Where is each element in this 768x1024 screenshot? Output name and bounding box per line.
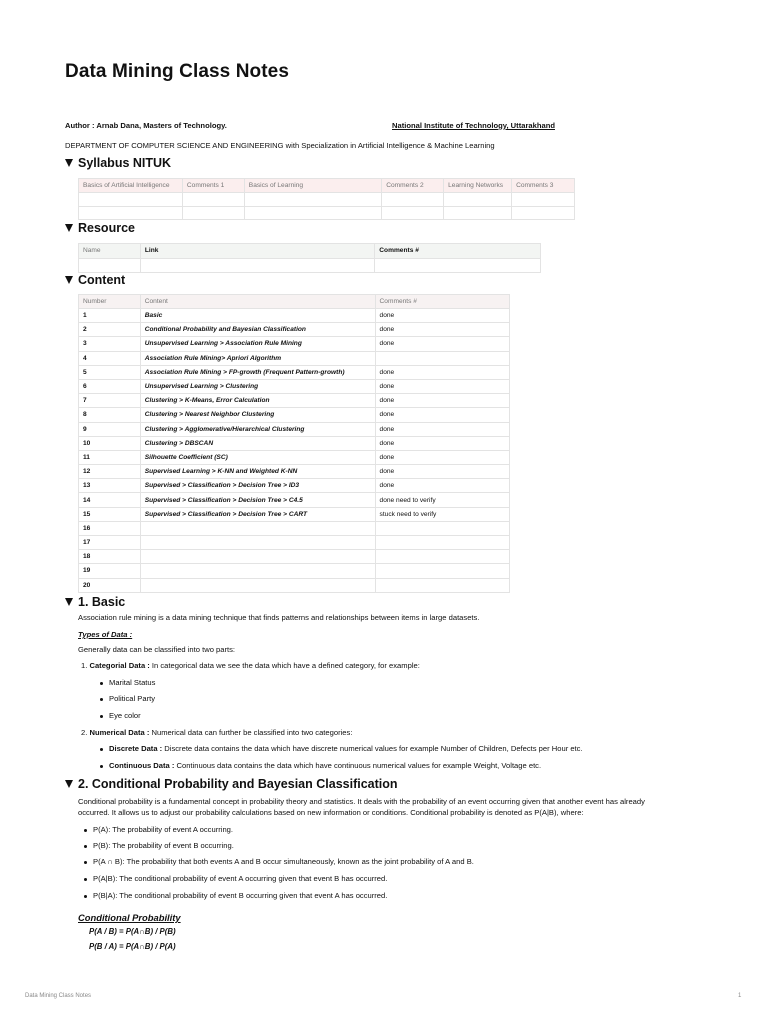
table-cell: done [375, 479, 509, 493]
types-of-data-label: Types of Data : [78, 630, 133, 639]
basic-intro: Association rule mining is a data mining technique that finds patterns and relationships between items in large datasets. [78, 613, 480, 622]
table-cell [375, 351, 509, 365]
table-header-cell: Comments 1 [182, 179, 244, 193]
list-item [84, 873, 387, 885]
list-item-text: P(A|B): The conditional probability of event A occurring given that event B has occurred. [93, 874, 388, 883]
resource-table [78, 243, 541, 273]
table-cell: done need to verify [375, 493, 509, 507]
table-row [79, 365, 510, 379]
list-number: 1. [81, 661, 88, 670]
table-cell: done [375, 337, 509, 351]
list-item [81, 660, 420, 672]
table-row [79, 309, 510, 323]
table-row [79, 507, 510, 521]
categorial-text: In categorical data we see the data which have a defined category, for example: [149, 661, 420, 670]
bullet-icon [100, 682, 103, 685]
table-row [79, 493, 510, 507]
table-header-cell: Name [79, 244, 141, 259]
content-toggle[interactable] [65, 273, 125, 287]
continuous-label: Continuous Data : [109, 761, 175, 770]
table-cell [375, 550, 509, 564]
categorial-label: Categorial Data : [89, 661, 150, 670]
cond-prob-toggle[interactable] [65, 777, 398, 791]
list-item-text: Marital Status [109, 678, 156, 687]
table-row [79, 379, 510, 393]
list-item [84, 890, 387, 902]
table-cell [140, 536, 375, 550]
table-cell: done [375, 394, 509, 408]
table-cell: Supervised > Classification > Decision Tree > ID3 [140, 479, 375, 493]
table-header-cell: Comments # [375, 295, 509, 309]
table-header-cell: Comments 2 [382, 179, 444, 193]
table-cell: 18 [79, 550, 141, 564]
table-cell: Silhouette Coefficient (SC) [140, 450, 375, 464]
table-cell: done [375, 450, 509, 464]
table-row [79, 323, 510, 337]
table-cell: 15 [79, 507, 141, 521]
author-line: Author : Arnab Dana, Masters of Technology. [65, 121, 227, 130]
collapse-triangle-icon[interactable] [65, 159, 73, 167]
table-cell: 8 [79, 408, 141, 422]
bullet-icon [84, 861, 87, 864]
table-cell: 4 [79, 351, 141, 365]
table-cell: 14 [79, 493, 141, 507]
table-cell: 13 [79, 479, 141, 493]
institute-link[interactable]: National Institute of Technology, Uttarakhand [392, 121, 555, 130]
table-row [79, 578, 510, 592]
table-row [79, 258, 541, 272]
table-cell: Association Rule Mining> Apriori Algorithm [140, 351, 375, 365]
table-cell: stuck need to verify [375, 507, 509, 521]
table-cell: 10 [79, 436, 141, 450]
table-cell: done [375, 408, 509, 422]
list-item-text: P(A): The probability of event A occurring. [93, 825, 233, 834]
footer-title: Data Mining Class Notes [25, 993, 92, 999]
table-cell: 11 [79, 450, 141, 464]
table-cell [375, 564, 509, 578]
table-cell: 17 [79, 536, 141, 550]
table-row [79, 337, 510, 351]
table-cell: Unsupervised Learning > Clustering [140, 379, 375, 393]
list-number: 2. [81, 728, 88, 737]
list-item [100, 710, 141, 722]
table-cell: Supervised > Classification > Decision Tree > C4.5 [140, 493, 375, 507]
bullet-icon [84, 829, 87, 832]
list-item-text: P(B): The probability of event B occurring. [93, 841, 234, 850]
bullet-icon [84, 895, 87, 898]
numerical-text: Numerical data can further be classified into two categories: [149, 728, 353, 737]
syllabus-table [78, 178, 575, 220]
bullet-icon [84, 845, 87, 848]
department-line: DEPARTMENT OF COMPUTER SCIENCE AND ENGINEERING with Specialization in Artificial Intelligence & Machine Learning [65, 141, 495, 150]
continuous-text: Continuous data contains the data which have continuous numerical values for example Weight, Voltage etc. [174, 761, 542, 770]
numerical-label: Numerical Data : [89, 728, 150, 737]
table-cell: 6 [79, 379, 141, 393]
table-row [79, 521, 510, 535]
table-row [79, 422, 510, 436]
list-item-text: P(B|A): The conditional probability of event B occurring given that event A has occurred. [93, 891, 388, 900]
table-header-cell: Comments # [375, 244, 541, 259]
table-cell: Unsupervised Learning > Association Rule Mining [140, 337, 375, 351]
table-cell [140, 550, 375, 564]
syllabus-heading: Syllabus NITUK [78, 156, 172, 170]
table-cell: 3 [79, 337, 141, 351]
list-item [81, 727, 352, 739]
table-header-row [79, 295, 510, 309]
list-item [84, 824, 233, 836]
list-item [100, 760, 541, 772]
table-cell: Clustering > DBSCAN [140, 436, 375, 450]
table-cell: Conditional Probability and Bayesian Classification [140, 323, 375, 337]
list-item-text: P(A ∩ B): The probability that both events A and B occur simultaneously, known as the joint probability of A and B. [93, 857, 474, 866]
discrete-text: Discrete data contains the data which have discrete numerical values for example Number of Children, Defects per Hour etc. [162, 744, 583, 753]
bullet-icon [84, 878, 87, 881]
table-cell: Association Rule Mining > FP-growth (Frequent Pattern-growth) [140, 365, 375, 379]
bullet-icon [100, 765, 103, 768]
table-cell: Basic [140, 309, 375, 323]
table-cell: 19 [79, 564, 141, 578]
bullet-icon [100, 698, 103, 701]
table-row [79, 450, 510, 464]
basic-heading: 1. Basic [78, 595, 126, 609]
table-cell: Clustering > K-Means, Error Calculation [140, 394, 375, 408]
table-cell: done [375, 379, 509, 393]
table-cell: done [375, 323, 509, 337]
table-header-cell: Comments 3 [512, 179, 575, 193]
page-number: 1 [738, 993, 742, 999]
table-cell: Clustering > Agglomerative/Hierarchical Clustering [140, 422, 375, 436]
bullet-icon [100, 715, 103, 718]
table-row [79, 351, 510, 365]
resource-heading: Resource [78, 221, 135, 235]
table-row [79, 536, 510, 550]
list-item [100, 743, 583, 755]
collapse-triangle-icon[interactable] [65, 276, 73, 284]
cond-prob-line-1: Conditional probability is a fundamental concept in probability theory and statistics. It deals with the probability of an event occurring given that another event has already [78, 797, 645, 806]
list-item-text: Political Party [109, 694, 156, 703]
table-row [79, 394, 510, 408]
table-cell: done [375, 365, 509, 379]
table-header-row [79, 244, 541, 259]
table-header-cell: Basics of Artificial Intelligence [79, 179, 183, 193]
list-item [84, 856, 474, 868]
table-cell: 16 [79, 521, 141, 535]
table-cell: 9 [79, 422, 141, 436]
classified-text: Generally data can be classified into two parts: [78, 645, 236, 654]
table-header-cell: Content [140, 295, 375, 309]
collapse-triangle-icon[interactable] [65, 224, 73, 232]
resource-toggle[interactable] [65, 221, 135, 235]
list-item-text: Eye color [109, 711, 141, 720]
table-cell: done [375, 309, 509, 323]
table-row [79, 408, 510, 422]
table-header-cell: Number [79, 295, 141, 309]
table-row [79, 436, 510, 450]
table-row [79, 550, 510, 564]
table-cell: 20 [79, 578, 141, 592]
table-cell [375, 578, 509, 592]
collapse-triangle-icon[interactable] [65, 598, 73, 606]
table-cell [140, 521, 375, 535]
page-title: Data Mining Class Notes [65, 61, 290, 82]
list-item [100, 677, 155, 689]
table-row [79, 479, 510, 493]
list-item [100, 693, 155, 705]
conditional-probability-label: Conditional Probability [78, 912, 181, 923]
bullet-icon [100, 748, 103, 751]
table-cell: Supervised > Classification > Decision Tree > CART [140, 507, 375, 521]
table-cell: 1 [79, 309, 141, 323]
formula-2: P(B / A) = P(A∩B) / P(A) [89, 942, 176, 951]
table-header-cell: Basics of Learning [244, 179, 381, 193]
table-row [79, 193, 575, 207]
table-row [79, 206, 575, 220]
content-heading: Content [78, 273, 126, 287]
table-cell: 2 [79, 323, 141, 337]
table-cell: 7 [79, 394, 141, 408]
table-header-cell: Link [140, 244, 374, 259]
table-cell: 5 [79, 365, 141, 379]
content-table [78, 294, 510, 593]
cond-prob-line-2: occurred. It allows us to adjust our probability calculations based on new information or conditions. Conditional probability is denoted as P(A|B), where: [78, 808, 584, 817]
collapse-triangle-icon[interactable] [65, 780, 73, 788]
table-cell [375, 521, 509, 535]
table-header-cell: Learning Networks [444, 179, 512, 193]
table-cell [140, 564, 375, 578]
table-row [79, 564, 510, 578]
table-cell: done [375, 436, 509, 450]
table-cell: Supervised Learning > K-NN and Weighted K-NN [140, 465, 375, 479]
table-header-row [79, 179, 575, 193]
syllabus-toggle[interactable] [65, 156, 171, 170]
table-cell [375, 536, 509, 550]
basic-toggle[interactable] [65, 595, 125, 609]
table-cell [140, 578, 375, 592]
list-item [84, 840, 234, 852]
cond-prob-heading: 2. Conditional Probability and Bayesian Classification [78, 777, 398, 791]
table-cell: 12 [79, 465, 141, 479]
table-cell: Clustering > Nearest Neighbor Clustering [140, 408, 375, 422]
formula-1: P(A / B) = P(A∩B) / P(B) [89, 927, 176, 936]
table-cell: done [375, 465, 509, 479]
table-cell: done [375, 422, 509, 436]
discrete-label: Discrete Data : [109, 744, 163, 753]
table-row [79, 465, 510, 479]
